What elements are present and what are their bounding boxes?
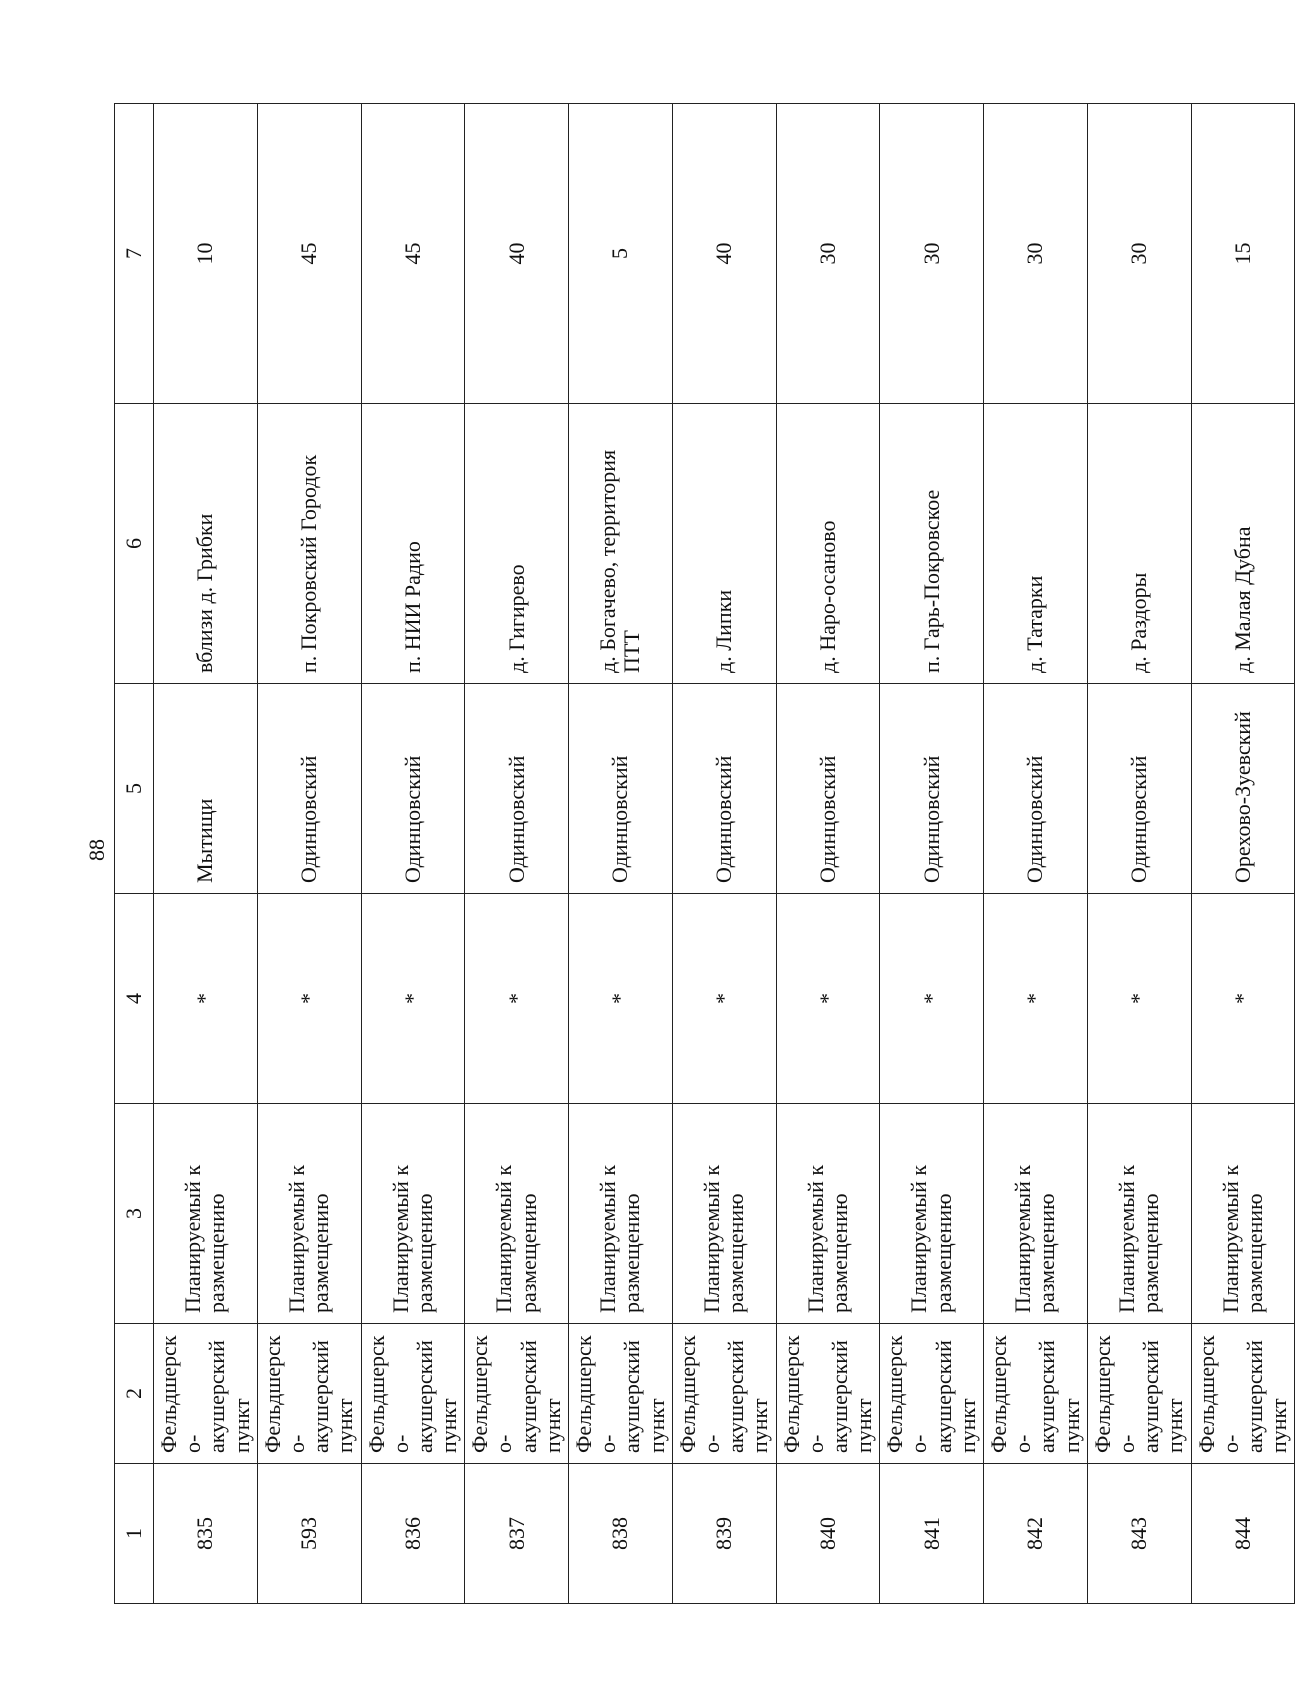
cell-location: д. Раздоры	[1087, 404, 1191, 684]
cell-location: п. НИИ Радио	[361, 404, 465, 684]
facilities-table	[114, 103, 1295, 1604]
cell-facility-type: Фельдшерско-акушерский пункт	[154, 1324, 258, 1464]
table-header-row	[115, 104, 154, 1604]
cell-mark: *	[1191, 894, 1295, 1104]
cell-facility-type: Фельдшерско-акушерский пункт	[776, 1324, 880, 1464]
cell-location: д. Богачево, территория ПТТ	[569, 404, 673, 684]
cell-number: 842	[984, 1464, 1088, 1604]
cell-location: д. Липки	[672, 404, 776, 684]
table-row	[880, 104, 984, 1604]
table-row	[776, 104, 880, 1604]
cell-status: Планируемый к размещению	[154, 1104, 258, 1324]
cell-number: 843	[1087, 1464, 1191, 1604]
cell-district: Одинцовский	[465, 684, 569, 894]
cell-district: Мытищи	[154, 684, 258, 894]
cell-mark: *	[880, 894, 984, 1104]
cell-mark: *	[776, 894, 880, 1104]
table-row	[984, 104, 1088, 1604]
cell-status: Планируемый к размещению	[361, 1104, 465, 1324]
cell-number: 844	[1191, 1464, 1295, 1604]
cell-facility-type: Фельдшерско-акушерский пункт	[1191, 1324, 1295, 1464]
cell-status: Планируемый к размещению	[672, 1104, 776, 1324]
cell-location: п. Гарь-Покровское	[880, 404, 984, 684]
cell-value: 45	[257, 104, 361, 404]
cell-number: 838	[569, 1464, 673, 1604]
cell-district: Одинцовский	[361, 684, 465, 894]
cell-location: п. Покровский Городок	[257, 404, 361, 684]
cell-number: 840	[776, 1464, 880, 1604]
cell-mark: *	[569, 894, 673, 1104]
cell-district: Орехово-Зуевский	[1191, 684, 1295, 894]
cell-value: 30	[880, 104, 984, 404]
cell-district: Одинцовский	[1087, 684, 1191, 894]
column-header: 1	[115, 1464, 154, 1604]
column-header: 6	[115, 404, 154, 684]
cell-mark: *	[465, 894, 569, 1104]
table-row	[569, 104, 673, 1604]
cell-mark: *	[361, 894, 465, 1104]
cell-status: Планируемый к размещению	[984, 1104, 1088, 1324]
cell-value: 30	[984, 104, 1088, 404]
cell-mark: *	[672, 894, 776, 1104]
cell-number: 837	[465, 1464, 569, 1604]
cell-number: 839	[672, 1464, 776, 1604]
cell-facility-type: Фельдшерско-акушерский пункт	[257, 1324, 361, 1464]
cell-value: 40	[672, 104, 776, 404]
cell-value: 30	[1087, 104, 1191, 404]
table-body	[154, 104, 1295, 1604]
cell-status: Планируемый к размещению	[880, 1104, 984, 1324]
column-header: 3	[115, 1104, 154, 1324]
cell-location: д. Малая Дубна	[1191, 404, 1295, 684]
cell-mark: *	[1087, 894, 1191, 1104]
cell-district: Одинцовский	[569, 684, 673, 894]
cell-mark: *	[154, 894, 258, 1104]
cell-district: Одинцовский	[257, 684, 361, 894]
cell-facility-type: Фельдшерско-акушерский пункт	[569, 1324, 673, 1464]
cell-district: Одинцовский	[880, 684, 984, 894]
cell-district: Одинцовский	[672, 684, 776, 894]
cell-location: д. Наро-осаново	[776, 404, 880, 684]
cell-number: 593	[257, 1464, 361, 1604]
cell-status: Планируемый к размещению	[569, 1104, 673, 1324]
column-header: 5	[115, 684, 154, 894]
cell-value: 45	[361, 104, 465, 404]
table-row	[257, 104, 361, 1604]
table-row	[361, 104, 465, 1604]
cell-district: Одинцовский	[776, 684, 880, 894]
cell-facility-type: Фельдшерско-акушерский пункт	[984, 1324, 1088, 1464]
cell-location: вблизи д. Грибки	[154, 404, 258, 684]
table-row	[465, 104, 569, 1604]
cell-value: 10	[154, 104, 258, 404]
cell-district: Одинцовский	[984, 684, 1088, 894]
cell-status: Планируемый к размещению	[257, 1104, 361, 1324]
table-row	[672, 104, 776, 1604]
page-number: 88	[84, 839, 109, 861]
cell-facility-type: Фельдшерско-акушерский пункт	[361, 1324, 465, 1464]
column-header: 7	[115, 104, 154, 404]
cell-value: 15	[1191, 104, 1295, 404]
cell-status: Планируемый к размещению	[1087, 1104, 1191, 1324]
cell-number: 835	[154, 1464, 258, 1604]
cell-facility-type: Фельдшерско-акушерский пункт	[465, 1324, 569, 1464]
column-header: 4	[115, 894, 154, 1104]
cell-number: 841	[880, 1464, 984, 1604]
cell-mark: *	[984, 894, 1088, 1104]
table-row	[1087, 104, 1191, 1604]
rotated-table-container	[114, 104, 1292, 1604]
table-row	[1191, 104, 1295, 1604]
cell-location: д. Гигирево	[465, 404, 569, 684]
cell-location: д. Татарки	[984, 404, 1088, 684]
cell-number: 836	[361, 1464, 465, 1604]
cell-value: 5	[569, 104, 673, 404]
cell-facility-type: Фельдшерско-акушерский пункт	[880, 1324, 984, 1464]
cell-facility-type: Фельдшерско-акушерский пункт	[672, 1324, 776, 1464]
cell-mark: *	[257, 894, 361, 1104]
cell-status: Планируемый к размещению	[465, 1104, 569, 1324]
cell-value: 30	[776, 104, 880, 404]
table-row	[154, 104, 258, 1604]
column-header: 2	[115, 1324, 154, 1464]
cell-facility-type: Фельдшерско-акушерский пункт	[1087, 1324, 1191, 1464]
cell-status: Планируемый к размещению	[776, 1104, 880, 1324]
cell-status: Планируемый к размещению	[1191, 1104, 1295, 1324]
cell-value: 40	[465, 104, 569, 404]
